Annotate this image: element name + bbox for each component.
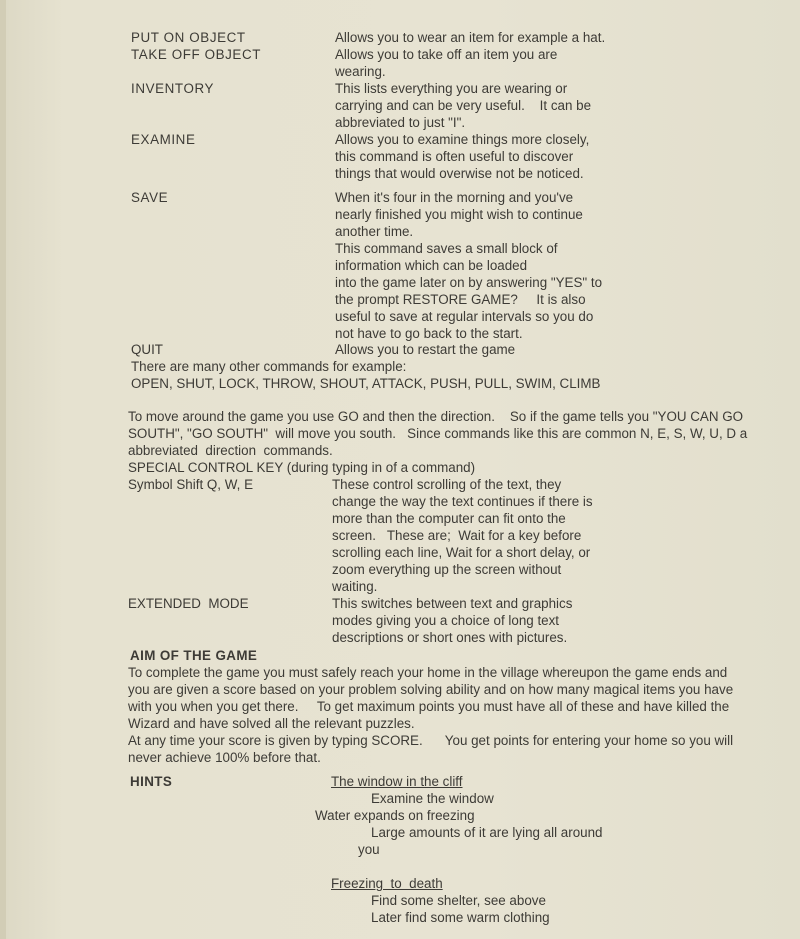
- command-desc: information which can be loaded: [335, 258, 528, 273]
- command-desc: this command is often useful to discover: [335, 149, 574, 164]
- command-take-off-object: TAKE OFF OBJECT: [131, 47, 262, 62]
- aim-line: To complete the game you must safely reach your home in the village whereupon the game ends and: [128, 665, 728, 680]
- hint-line: Water expands on freezing: [315, 808, 475, 823]
- command-desc: not have to go back to the start.: [335, 326, 523, 341]
- command-desc: Allows you to wear an item for example a hat.: [335, 30, 606, 45]
- symbol-shift-desc: change the way the text continues if there is: [332, 494, 593, 509]
- command-quit: QUIT: [131, 342, 163, 357]
- hint-line: Large amounts of it are lying all around: [371, 825, 603, 840]
- page-fold-shadow: [0, 0, 6, 939]
- command-desc: nearly finished you might wish to continue: [335, 207, 583, 222]
- hint-title-freezing: Freezing to death: [331, 876, 443, 891]
- movement-line: SOUTH", "GO SOUTH" will move you south. Since commands like this are common N, E, S, W, U, D a: [128, 426, 748, 441]
- movement-line: To move around the game you use GO and then the direction. So if the game tells you "YOU CAN GO: [128, 409, 744, 424]
- command-desc: This command saves a small block of: [335, 241, 558, 256]
- command-desc: Allows you to take off an item you are: [335, 47, 558, 62]
- aim-line: Wizard and have solved all the relevant puzzles.: [128, 716, 415, 731]
- hint-title-window: The window in the cliff: [331, 774, 463, 789]
- hint-line: Find some shelter, see above: [371, 893, 546, 908]
- aim-line: At any time your score is given by typing SCORE. You get points for entering your home so you will: [128, 733, 734, 748]
- hint-line: Examine the window: [371, 791, 494, 806]
- hint-line: Later find some warm clothing: [371, 910, 550, 925]
- command-desc: into the game later on by answering "YES" to: [335, 275, 603, 290]
- command-desc: Allows you to examine things more closely,: [335, 132, 590, 147]
- command-desc: Allows you to restart the game: [335, 342, 516, 357]
- symbol-shift-desc: These control scrolling of the text, they: [332, 477, 562, 492]
- command-desc: When it's four in the morning and you've: [335, 190, 574, 205]
- command-inventory: INVENTORY: [131, 81, 215, 96]
- extended-mode-desc: modes giving you a choice of long text: [332, 613, 560, 628]
- command-desc: things that would overwise not be noticed.: [335, 166, 584, 181]
- symbol-shift-desc: zoom everything up the screen without: [332, 562, 562, 577]
- movement-line: abbreviated direction commands.: [128, 443, 333, 458]
- other-commands-intro: There are many other commands for example:: [131, 359, 407, 374]
- command-desc: another time.: [335, 224, 414, 239]
- symbol-shift-desc: waiting.: [332, 579, 378, 594]
- aim-line: with you when you get there. To get maximum points you must have all of these and have killed the: [128, 699, 730, 714]
- extended-mode-desc: descriptions or short ones with pictures.: [332, 630, 568, 645]
- aim-heading: AIM OF THE GAME: [130, 648, 258, 663]
- symbol-shift-desc: more than the computer can fit onto the: [332, 511, 566, 526]
- symbol-shift-desc: screen. These are; Wait for a key before: [332, 528, 582, 543]
- command-desc: useful to save at regular intervals so you do: [335, 309, 594, 324]
- symbol-shift-desc: scrolling each line, Wait for a short delay, or: [332, 545, 591, 560]
- command-desc: wearing.: [335, 64, 386, 79]
- hint-line: you: [358, 842, 380, 857]
- aim-line: you are given a score based on your problem solving ability and on how many magical items you have: [128, 682, 734, 697]
- command-desc: the prompt RESTORE GAME? It is also: [335, 292, 586, 307]
- special-control-heading: SPECIAL CONTROL KEY (during typing in of a command): [128, 460, 476, 475]
- other-commands-list: OPEN, SHUT, LOCK, THROW, SHOUT, ATTACK, PUSH, PULL, SWIM, CLIMB: [131, 376, 601, 391]
- hints-heading: HINTS: [130, 774, 173, 789]
- command-desc: carrying and can be very useful. It can be: [335, 98, 592, 113]
- command-examine: EXAMINE: [131, 132, 196, 147]
- command-put-on-object: PUT ON OBJECT: [131, 30, 246, 45]
- symbol-shift-key: Symbol Shift Q, W, E: [128, 477, 254, 492]
- aim-line: never achieve 100% before that.: [128, 750, 321, 765]
- command-desc: abbreviated to just "I".: [335, 115, 466, 130]
- extended-mode-desc: This switches between text and graphics: [332, 596, 573, 611]
- extended-mode-key: EXTENDED MODE: [128, 596, 249, 611]
- command-save: SAVE: [131, 190, 169, 205]
- command-desc: This lists everything you are wearing or: [335, 81, 568, 96]
